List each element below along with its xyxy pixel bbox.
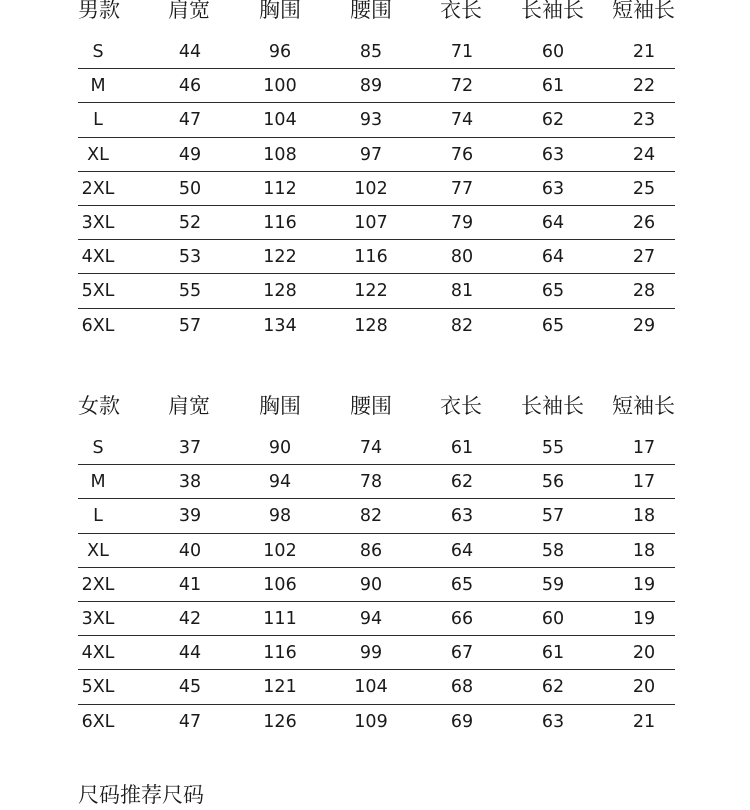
table-cell: 39 [178, 506, 202, 527]
table-cell: 45 [178, 677, 202, 698]
table-cell: 77 [450, 178, 474, 199]
table-cell: 74 [450, 110, 474, 131]
table-body [78, 35, 675, 343]
table-cell: 47 [178, 711, 202, 732]
table-cell: 65 [541, 315, 565, 336]
table-cell: 65 [450, 574, 474, 595]
table-cell: 58 [541, 540, 565, 561]
table-cell: 108 [263, 144, 297, 165]
table-cell: 80 [450, 247, 474, 268]
table-row [78, 602, 675, 636]
size-cell: 4XL [81, 643, 115, 664]
table-cell: 20 [632, 677, 656, 698]
table-cell: 62 [541, 110, 565, 131]
table-cell: 79 [450, 212, 474, 233]
table-cell: 50 [178, 178, 202, 199]
table-cell: 78 [359, 472, 383, 493]
header-cell-category: 女款 [78, 394, 120, 418]
table-cell: 74 [359, 438, 383, 458]
table-cell: 61 [541, 643, 565, 664]
header-cell-waist: 腰围 [350, 0, 392, 22]
table-cell: 55 [178, 281, 202, 302]
table-cell: 57 [178, 315, 202, 336]
table-cell: 59 [541, 574, 565, 595]
table-row [78, 705, 675, 739]
table-cell: 107 [354, 212, 388, 233]
table-row [78, 103, 675, 137]
size-cell: 6XL [81, 315, 115, 336]
table-cell: 25 [632, 178, 656, 199]
table-cell: 41 [178, 574, 202, 595]
size-cell: XL [87, 540, 109, 561]
women-size-table [78, 384, 675, 739]
table-cell: 44 [178, 42, 202, 62]
size-cell: 2XL [81, 178, 115, 199]
table-cell: 116 [354, 247, 388, 268]
table-cell: 85 [359, 42, 383, 62]
table-cell: 100 [263, 76, 297, 97]
table-cell: 69 [450, 711, 474, 732]
table-row [78, 568, 675, 602]
table-cell: 49 [178, 144, 202, 165]
table-cell: 62 [541, 677, 565, 698]
table-cell: 37 [178, 438, 202, 458]
table-cell: 46 [178, 76, 202, 97]
table-cell: 72 [450, 76, 474, 97]
table-cell: 93 [359, 110, 383, 131]
header-cell-short-sleeve: 短袖长 [612, 394, 675, 418]
table-cell: 68 [450, 677, 474, 698]
size-cell: 5XL [81, 281, 115, 302]
table-cell: 38 [178, 472, 202, 493]
header-cell-long-sleeve: 长袖长 [521, 394, 584, 418]
size-cell: 2XL [81, 574, 115, 595]
table-cell: 21 [632, 42, 656, 62]
table-cell: 122 [354, 281, 388, 302]
table-cell: 102 [263, 540, 297, 561]
table-cell: 64 [541, 247, 565, 268]
table-cell: 42 [178, 608, 202, 629]
size-cell: L [93, 110, 103, 131]
table-cell: 52 [178, 212, 202, 233]
table-cell: 94 [359, 608, 383, 629]
table-cell: 61 [450, 438, 474, 458]
table-cell: 94 [268, 472, 292, 493]
table-cell: 56 [541, 472, 565, 493]
table-cell: 122 [263, 247, 297, 268]
table-cell: 20 [632, 643, 656, 664]
table-header-row [78, 0, 675, 32]
header-cell-waist: 腰围 [350, 394, 392, 418]
table-cell: 102 [354, 178, 388, 199]
table-cell: 67 [450, 643, 474, 664]
header-cell-short-sleeve: 短袖长 [612, 0, 675, 22]
table-cell: 18 [632, 540, 656, 561]
table-row [78, 670, 675, 704]
table-cell: 121 [263, 677, 297, 698]
table-cell: 19 [632, 608, 656, 629]
size-cell: XL [87, 144, 109, 165]
table-row [78, 172, 675, 206]
table-cell: 55 [541, 438, 565, 458]
table-row [78, 309, 675, 343]
table-cell: 63 [450, 506, 474, 527]
table-cell: 61 [541, 76, 565, 97]
table-cell: 27 [632, 247, 656, 268]
table-cell: 109 [354, 711, 388, 732]
size-recommendation-heading: 尺码推荐尺码 [78, 783, 204, 807]
table-cell: 134 [263, 315, 297, 336]
header-cell-shoulder: 肩宽 [168, 0, 210, 22]
table-row [78, 138, 675, 172]
table-cell: 53 [178, 247, 202, 268]
table-cell: 60 [541, 608, 565, 629]
header-cell-length: 衣长 [440, 0, 482, 22]
table-cell: 26 [632, 212, 656, 233]
table-cell: 90 [359, 574, 383, 595]
header-cell-shoulder: 肩宽 [168, 394, 210, 418]
table-cell: 71 [450, 42, 474, 62]
table-cell: 116 [263, 643, 297, 664]
table-cell: 57 [541, 506, 565, 527]
table-row [78, 499, 675, 533]
table-cell: 112 [263, 178, 297, 199]
table-cell: 116 [263, 212, 297, 233]
table-cell: 18 [632, 506, 656, 527]
table-cell: 106 [263, 574, 297, 595]
table-cell: 60 [541, 42, 565, 62]
size-cell: 4XL [81, 247, 115, 268]
table-cell: 66 [450, 608, 474, 629]
header-cell-chest: 胸围 [259, 0, 301, 22]
table-cell: 64 [450, 540, 474, 561]
table-cell: 44 [178, 643, 202, 664]
size-cell: 3XL [81, 212, 115, 233]
table-row [78, 465, 675, 499]
table-row [78, 35, 675, 69]
table-cell: 98 [268, 506, 292, 527]
table-row [78, 431, 675, 465]
table-cell: 99 [359, 643, 383, 664]
men-size-table [78, 0, 675, 343]
table-row [78, 274, 675, 308]
table-cell: 76 [450, 144, 474, 165]
size-cell: L [93, 506, 103, 527]
size-cell: S [92, 42, 104, 62]
table-cell: 19 [632, 574, 656, 595]
table-cell: 126 [263, 711, 297, 732]
size-cell: 5XL [81, 677, 115, 698]
table-cell: 89 [359, 76, 383, 97]
table-cell: 22 [632, 76, 656, 97]
table-cell: 65 [541, 281, 565, 302]
table-cell: 128 [354, 315, 388, 336]
table-cell: 29 [632, 315, 656, 336]
table-header-row [78, 384, 675, 428]
table-cell: 21 [632, 711, 656, 732]
table-cell: 86 [359, 540, 383, 561]
table-row [78, 534, 675, 568]
table-row [78, 636, 675, 670]
table-cell: 62 [450, 472, 474, 493]
header-cell-chest: 胸围 [259, 394, 301, 418]
table-cell: 81 [450, 281, 474, 302]
header-cell-long-sleeve: 长袖长 [521, 0, 584, 22]
table-cell: 40 [178, 540, 202, 561]
header-cell-category: 男款 [78, 0, 120, 22]
table-cell: 97 [359, 144, 383, 165]
table-cell: 63 [541, 144, 565, 165]
size-cell: M [90, 76, 106, 97]
table-cell: 104 [263, 110, 297, 131]
table-row [78, 69, 675, 103]
table-cell: 63 [541, 178, 565, 199]
table-cell: 17 [632, 438, 656, 458]
table-row [78, 240, 675, 274]
table-cell: 64 [541, 212, 565, 233]
size-cell: 3XL [81, 608, 115, 629]
size-cell: M [90, 472, 106, 493]
table-cell: 23 [632, 110, 656, 131]
table-cell: 82 [450, 315, 474, 336]
table-row [78, 206, 675, 240]
table-cell: 96 [268, 42, 292, 62]
table-cell: 28 [632, 281, 656, 302]
table-cell: 104 [354, 677, 388, 698]
table-cell: 82 [359, 506, 383, 527]
table-cell: 63 [541, 711, 565, 732]
table-cell: 47 [178, 110, 202, 131]
size-cell: 6XL [81, 711, 115, 732]
table-body [78, 431, 675, 739]
table-cell: 128 [263, 281, 297, 302]
table-cell: 17 [632, 472, 656, 493]
size-cell: S [92, 438, 104, 458]
table-cell: 90 [268, 438, 292, 458]
table-cell: 24 [632, 144, 656, 165]
table-cell: 111 [263, 608, 297, 629]
header-cell-length: 衣长 [440, 394, 482, 418]
